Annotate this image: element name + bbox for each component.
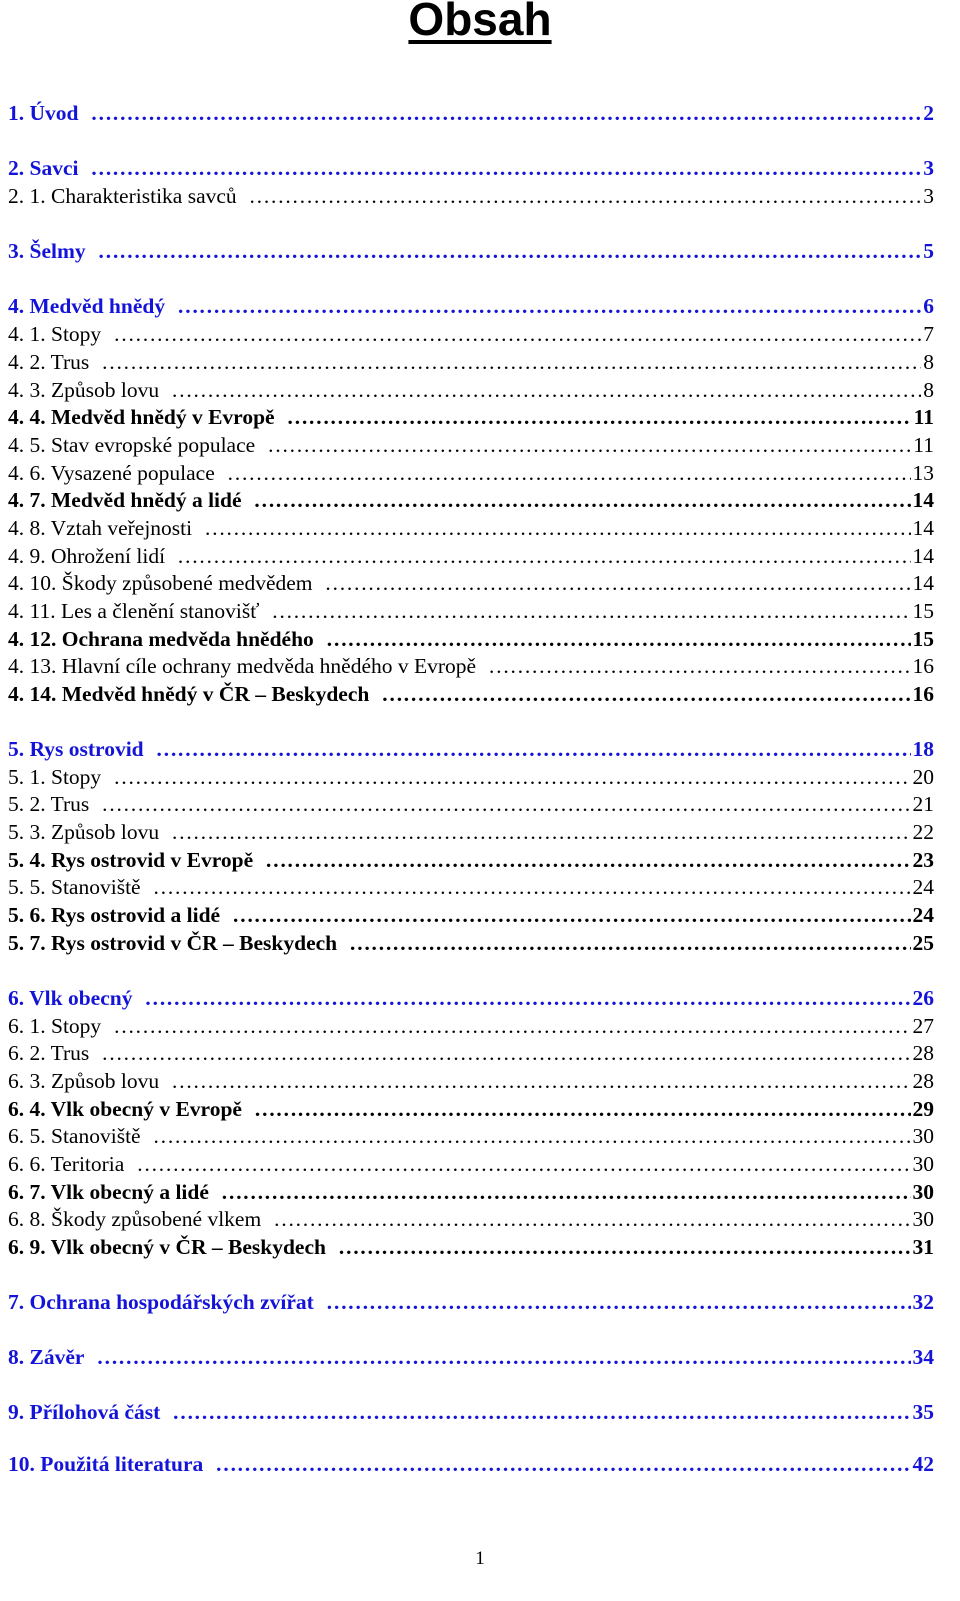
toc-entry[interactable] (8, 569, 956, 597)
toc-entry-label: 4. 13. Hlavní cíle ochrany medvěda hnědého v Evropě (8, 654, 477, 678)
toc-entry-label: 6. 4. Vlk obecný v Evropě (8, 1097, 242, 1121)
toc-entry-page-number: 24 (912, 875, 934, 899)
toc-entry-page-number: 26 (912, 986, 934, 1010)
toc-entry[interactable] (8, 376, 956, 404)
toc-dot-leader (271, 597, 910, 625)
toc-entry-label: 4. 2. Trus (8, 350, 90, 374)
toc-entry[interactable] (8, 1205, 956, 1233)
toc-dot-leader (349, 929, 910, 957)
toc-entry-page-number: 8 (923, 350, 934, 374)
toc-dot-leader (177, 542, 910, 570)
toc-entry-label: 6. 1. Stopy (8, 1014, 102, 1038)
toc-entry-label: 6. 9. Vlk obecný v ČR – Beskydech (8, 1235, 326, 1259)
toc-entry[interactable] (8, 1233, 956, 1261)
toc-dot-leader (215, 1450, 910, 1478)
toc-entry-label: 6. 6. Teritoria (8, 1152, 125, 1176)
toc-dot-leader (232, 901, 910, 929)
toc-chapter-entry[interactable] (8, 1450, 956, 1478)
toc-entry-label: 4. 14. Medvěd hnědý v ČR – Beskydech (8, 682, 370, 706)
toc-entry-page-number: 14 (912, 516, 934, 540)
toc-entry-page-number: 3 (923, 156, 934, 180)
toc-chapter-entry[interactable] (8, 984, 956, 1012)
toc-dot-leader (153, 873, 911, 901)
toc-entry-page-number: 11 (913, 405, 934, 429)
toc-entry-label: 6. 2. Trus (8, 1041, 90, 1065)
toc-chapter-entry[interactable] (8, 1288, 956, 1316)
toc-entry[interactable] (8, 652, 956, 680)
page-number-footer: 1 (475, 1548, 485, 1569)
toc-entry[interactable] (8, 873, 956, 901)
toc-dot-leader (338, 1233, 911, 1261)
toc-entry-page-number: 34 (912, 1345, 934, 1369)
toc-entry-label: 8. Závěr (8, 1345, 85, 1369)
toc-entry-page-number: 11 (913, 433, 934, 457)
toc-entry-label: 6. 8. Škody způsobené vlkem (8, 1207, 262, 1231)
toc-chapter-entry[interactable] (8, 292, 956, 320)
toc-dot-leader (171, 818, 910, 846)
toc-dot-leader (326, 625, 911, 653)
toc-entry-label: 4. 9. Ohrožení lidí (8, 544, 166, 568)
toc-entry-label: 10. Použitá literatura (8, 1452, 204, 1476)
toc-entry-label: 2. Savci (8, 156, 79, 180)
toc-entry-page-number: 5 (923, 239, 934, 263)
toc-entry[interactable] (8, 901, 956, 929)
toc-dot-leader (153, 1122, 911, 1150)
toc-entry-page-number: 6 (923, 294, 934, 318)
toc-entry-label: 4. 3. Způsob lovu (8, 378, 160, 402)
toc-entry-label: 2. 1. Charakteristika savců (8, 184, 237, 208)
toc-entry[interactable] (8, 514, 956, 542)
toc-dot-leader (172, 1398, 910, 1426)
toc-entry-page-number: 25 (912, 931, 934, 955)
toc-dot-leader (101, 1039, 910, 1067)
toc-entry-page-number: 30 (912, 1152, 934, 1176)
toc-entry[interactable] (8, 348, 956, 376)
toc-entry[interactable] (8, 680, 956, 708)
toc-entry-label: 5. 4. Rys ostrovid v Evropě (8, 848, 254, 872)
toc-dot-leader (90, 154, 921, 182)
toc-dot-leader (113, 1012, 910, 1040)
toc-entry[interactable] (8, 597, 956, 625)
toc-entry-label: 4. 12. Ochrana medvěda hnědého (8, 627, 314, 651)
toc-entry-page-number: 18 (912, 737, 934, 761)
toc-entry[interactable] (8, 763, 956, 791)
toc-entry[interactable] (8, 1095, 956, 1123)
toc-entry-page-number: 20 (912, 765, 934, 789)
toc-entry-label: 5. 1. Stopy (8, 765, 102, 789)
toc-entry-label: 4. 8. Vztah veřejnosti (8, 516, 193, 540)
toc-entry-page-number: 22 (912, 820, 934, 844)
toc-entry-page-number: 15 (912, 627, 934, 651)
toc-entry[interactable] (8, 542, 956, 570)
toc-entry-label: 4. 1. Stopy (8, 322, 102, 346)
toc-entry-label: 6. 3. Způsob lovu (8, 1069, 160, 1093)
toc-entry[interactable] (8, 182, 956, 210)
toc-dot-leader (287, 403, 912, 431)
toc-entry-label: 6. Vlk obecný (8, 986, 133, 1010)
toc-dot-leader (90, 99, 921, 127)
toc-entry-page-number: 30 (912, 1207, 934, 1231)
toc-entry-page-number: 2 (923, 101, 934, 125)
toc-entry-label: 5. 3. Způsob lovu (8, 820, 160, 844)
toc-entry-page-number: 21 (912, 792, 934, 816)
toc-entry[interactable] (8, 431, 956, 459)
toc-entry-page-number: 32 (912, 1290, 934, 1314)
toc-dot-leader (227, 459, 911, 487)
toc-chapter-entry[interactable] (8, 1398, 956, 1426)
toc-entry-page-number: 13 (912, 461, 934, 485)
toc-entry-label: 5. 5. Stanoviště (8, 875, 141, 899)
toc-entry-page-number: 27 (912, 1014, 934, 1038)
toc-entry-label: 5. 7. Rys ostrovid v ČR – Beskydech (8, 931, 338, 955)
toc-entry[interactable] (8, 459, 956, 487)
toc-entry[interactable] (8, 1178, 956, 1206)
toc-entry-label: 6. 7. Vlk obecný a lidé (8, 1180, 209, 1204)
toc-dot-leader (221, 1178, 911, 1206)
toc-dot-leader (204, 514, 910, 542)
toc-entry-label: 5. 6. Rys ostrovid a lidé (8, 903, 221, 927)
toc-entry[interactable] (8, 790, 956, 818)
toc-entry-page-number: 7 (923, 322, 934, 346)
toc-entry-page-number: 30 (912, 1180, 934, 1204)
toc-entry-page-number: 30 (912, 1124, 934, 1148)
toc-entry-label: 4. Medvěd hnědý (8, 294, 166, 318)
toc-dot-leader (171, 1067, 910, 1095)
toc-chapter-entry[interactable] (8, 735, 956, 763)
toc-dot-leader (98, 237, 922, 265)
toc-entry-label: 4. 5. Stav evropské populace (8, 433, 256, 457)
toc-dot-leader (273, 1205, 910, 1233)
toc-entry-page-number: 35 (912, 1400, 934, 1424)
toc-dot-leader (113, 763, 910, 791)
toc-entry[interactable] (8, 486, 956, 514)
toc-entry-page-number: 14 (912, 544, 934, 568)
toc-dot-leader (326, 1288, 911, 1316)
toc-chapter-entry[interactable] (8, 1343, 956, 1371)
toc-entry[interactable] (8, 1067, 956, 1095)
toc-entry[interactable] (8, 929, 956, 957)
toc-entry-label: 7. Ochrana hospodářských zvířat (8, 1290, 314, 1314)
toc-dot-leader (249, 182, 922, 210)
toc-dot-leader (488, 652, 910, 680)
toc-chapter-entry[interactable] (8, 237, 956, 265)
toc-dot-leader (171, 376, 921, 404)
toc-chapter-entry[interactable] (8, 154, 956, 182)
toc-entry[interactable] (8, 1012, 956, 1040)
toc-dot-leader (144, 984, 910, 1012)
toc-entry-page-number: 14 (912, 571, 934, 595)
toc-dot-leader (267, 431, 911, 459)
toc-entry[interactable] (8, 403, 956, 431)
toc-entry[interactable] (8, 625, 956, 653)
toc-entry[interactable] (8, 1039, 956, 1067)
toc-entry[interactable] (8, 1150, 956, 1178)
toc-entry-label: 9. Přílohová část (8, 1400, 161, 1424)
toc-dot-leader (254, 1095, 911, 1123)
toc-dot-leader (96, 1343, 910, 1371)
toc-dot-leader (381, 680, 910, 708)
toc-dot-leader (136, 1150, 910, 1178)
toc-entry[interactable] (8, 1122, 956, 1150)
toc-entry-label: 4. 11. Les a členění stanovišť (8, 599, 260, 623)
toc-entry-label: 5. 2. Trus (8, 792, 90, 816)
toc-dot-leader (177, 292, 921, 320)
toc-entry-label: 5. Rys ostrovid (8, 737, 144, 761)
toc-entry[interactable] (8, 846, 956, 874)
toc-entry-page-number: 14 (912, 488, 934, 512)
toc-dot-leader (101, 348, 921, 376)
toc-entry-page-number: 24 (912, 903, 934, 927)
toc-entry-page-number: 23 (912, 848, 934, 872)
toc-entry-label: 4. 6. Vysazené populace (8, 461, 215, 485)
toc-dot-leader (325, 569, 911, 597)
toc-chapter-entry[interactable] (8, 99, 956, 127)
toc-entry-page-number: 16 (912, 682, 934, 706)
toc-entry[interactable] (8, 818, 956, 846)
toc-entry-page-number: 15 (912, 599, 934, 623)
toc-dot-leader (113, 320, 921, 348)
toc-dot-leader (101, 790, 910, 818)
toc-entry-page-number: 42 (912, 1452, 934, 1476)
toc-entry-page-number: 28 (912, 1041, 934, 1065)
toc-entry-label: 6. 5. Stanoviště (8, 1124, 141, 1148)
toc-dot-leader (254, 486, 911, 514)
toc-entry-label: 3. Šelmy (8, 239, 86, 263)
toc-entry-page-number: 8 (923, 378, 934, 402)
toc-entry-page-number: 3 (923, 184, 934, 208)
toc-entry-page-number: 29 (912, 1097, 934, 1121)
toc-entry-page-number: 28 (912, 1069, 934, 1093)
page-title: Obsah (408, 0, 552, 45)
toc-entry-page-number: 16 (912, 654, 934, 678)
toc-entry-label: 4. 7. Medvěd hnědý a lidé (8, 488, 242, 512)
toc-dot-leader (265, 846, 910, 874)
toc-entry[interactable] (8, 320, 956, 348)
toc-entry-label: 1. Úvod (8, 101, 79, 125)
toc-dot-leader (156, 735, 911, 763)
toc-entry-label: 4. 4. Medvěd hnědý v Evropě (8, 405, 275, 429)
toc-entry-label: 4. 10. Škody způsobené medvědem (8, 571, 313, 595)
toc-entry-page-number: 31 (912, 1235, 934, 1259)
